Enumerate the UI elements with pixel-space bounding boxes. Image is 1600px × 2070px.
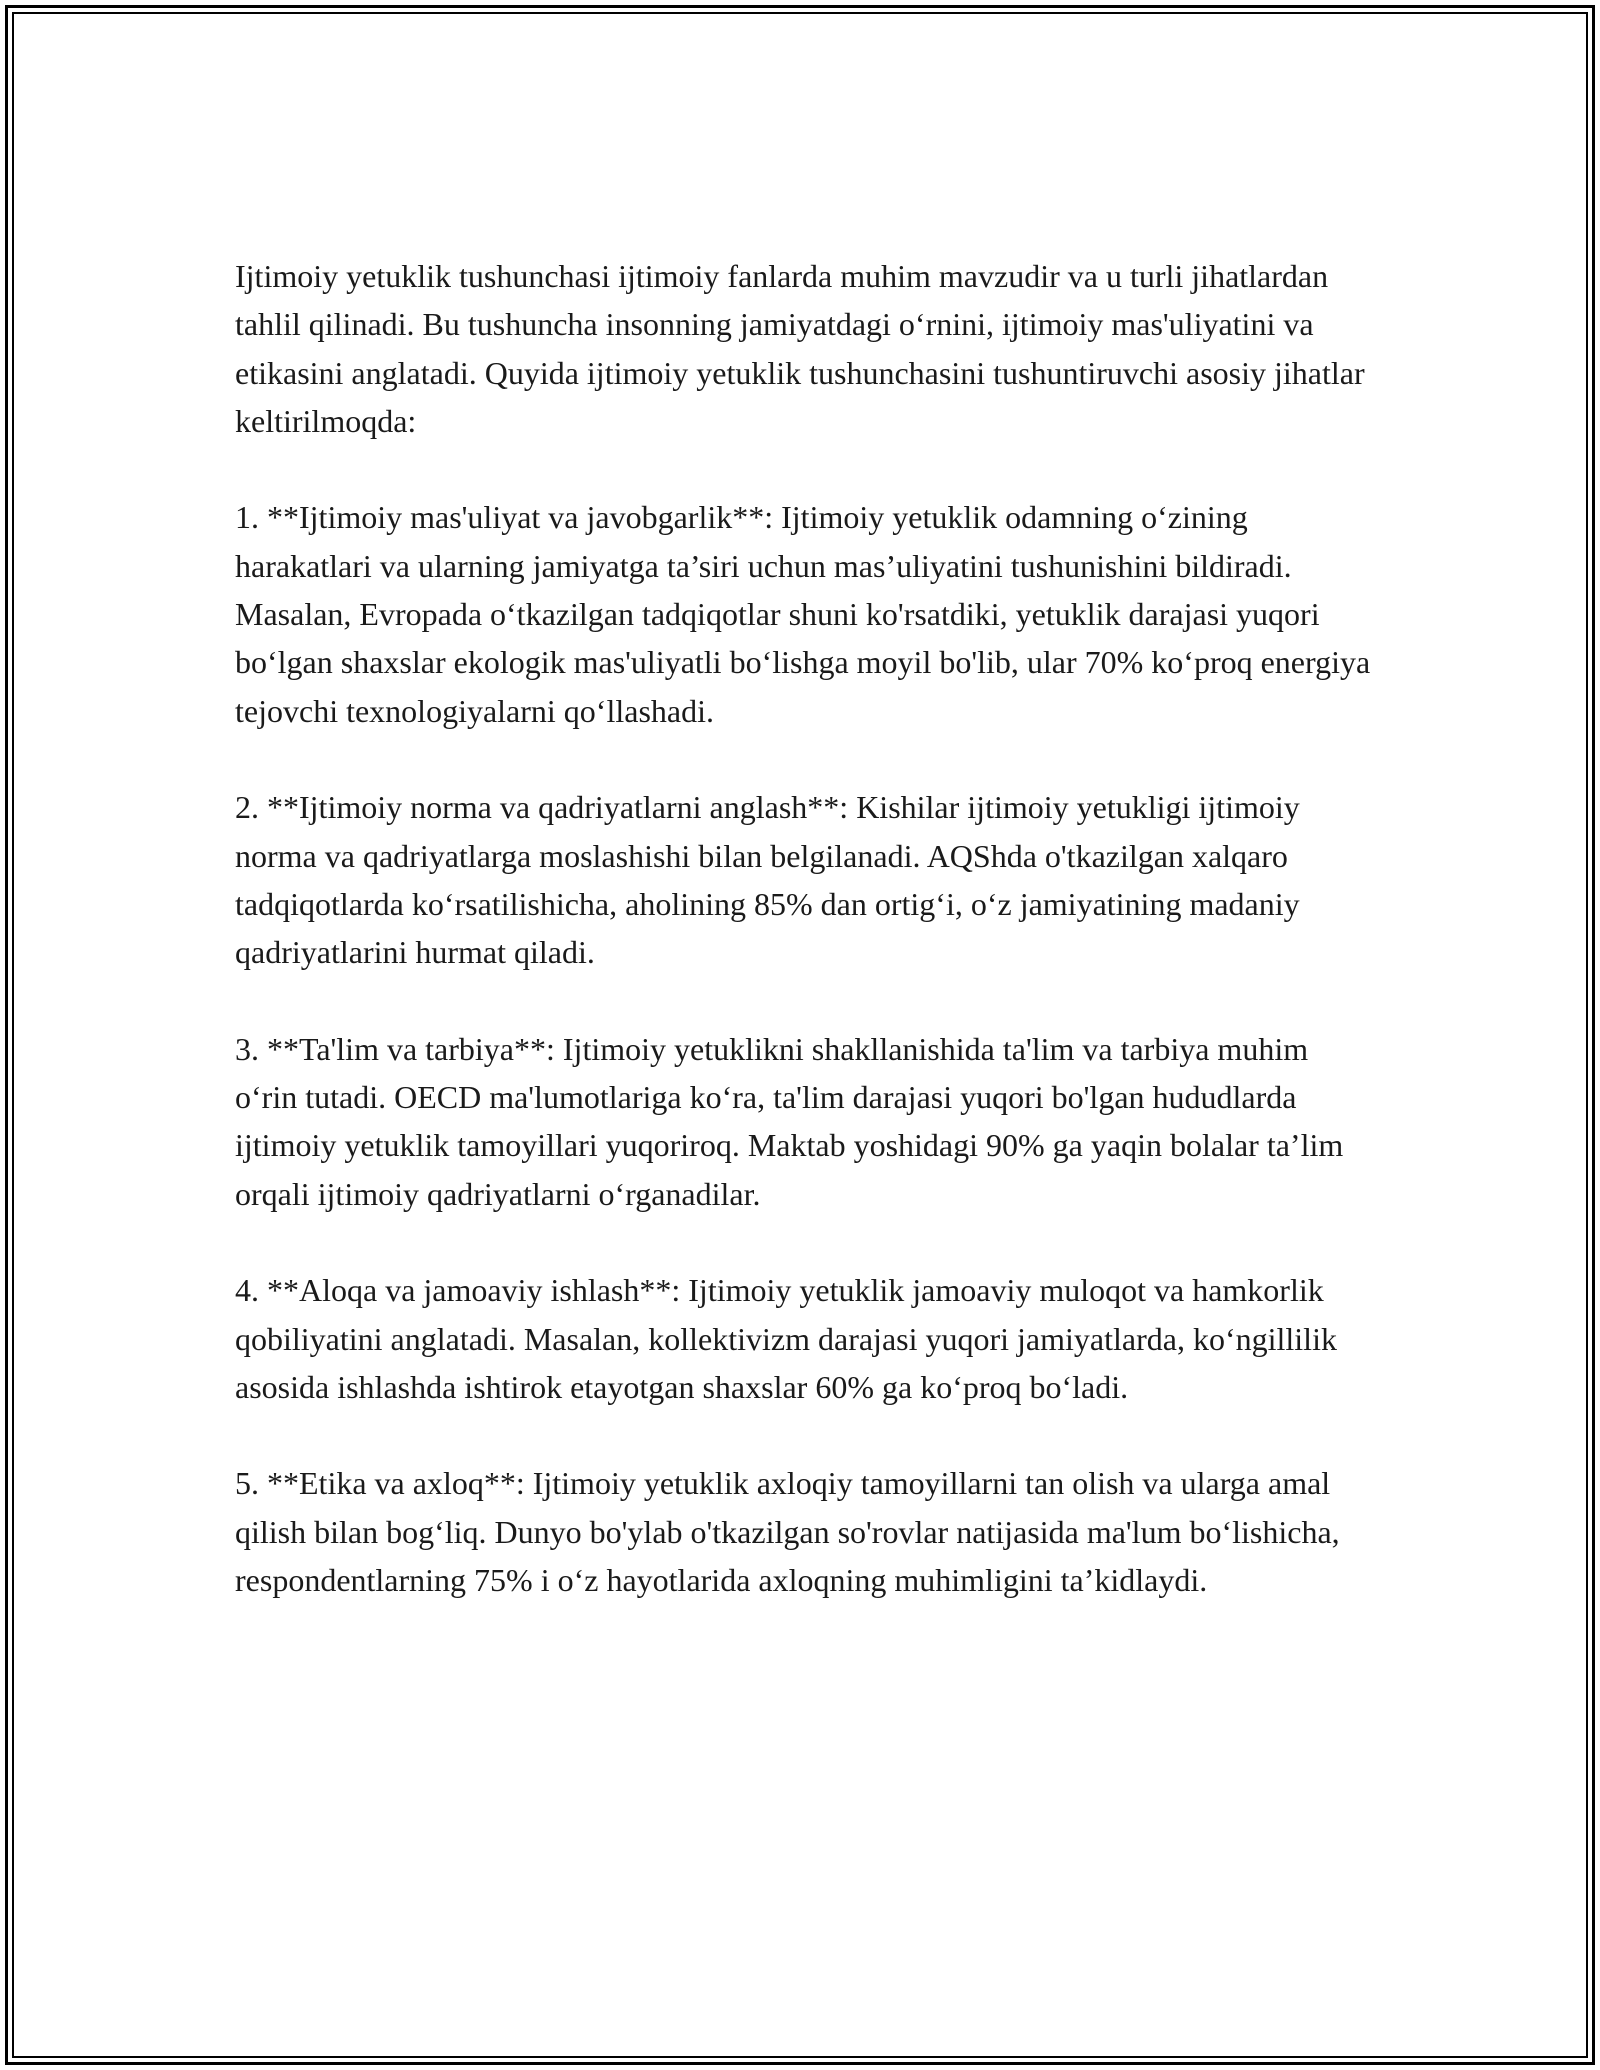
document-body [235,252,1375,1604]
intro-paragraph: Ijtimoiy yetuklik tushunchasi ijtimoiy fanlarda muhim mavzudir va u turli jihatlardan tahlil qilinadi. Bu tushuncha insonning jamiyatdagi o‘rnini, ijtimoiy mas'uliyatini va etikasini anglatadi. Quyida ijtimoiy yetuklik tushunchasini tushuntiruvchi asosiy jihatlar keltirilmoqda: [235,258,1365,439]
point-5-paragraph: 5. **Etika va axloq**: Ijtimoiy yetuklik axloqiy tamoyillarni tan olish va ularga amal qilish bilan bog‘liq. Dunyo bo'ylab o'tkazilgan so'rovlar natijasida ma'lum bo‘lishicha, respondentlarning 75% i o‘z hayotlarida axloqning muhimligini ta’kidlaydi. [235,1465,1340,1599]
point-4-paragraph: 4. **Aloqa va jamoaviy ishlash**: Ijtimoiy yetuklik jamoaviy muloqot va hamkorlik qobiliyatini anglatadi. Masalan, kollektivizm darajasi yuqori jamiyatlarda, ko‘ngillilik asosida ishlashda ishtirok etayotgan shaxslar 60% ga ko‘proq bo‘ladi. [235,1272,1337,1405]
point-2-paragraph: 2. **Ijtimoiy norma va qadriyatlarni anglash**: Kishilar ijtimoiy yetukligi ijtimoiy norma va qadriyatlarga moslashishi bilan belgilanadi. AQShda o'tkazilgan xalqaro tadqiqotlarda ko‘rsatilishicha, aholining 85% dan ortig‘i, o‘z jamiyatining madaniy qadriyatlarini hurmat qiladi. [235,789,1300,971]
point-1-paragraph: 1. **Ijtimoiy mas'uliyat va javobgarlik**: Ijtimoiy yetuklik odamning o‘zining harakatlari va ularning jamiyatga ta’siri uchun mas’uliyatini tushunishini bildiradi. Masalan, Evropada o‘tkazilgan tadqiqotlar shuni ko'rsatdiki, yetuklik darajasi yuqori bo‘lgan shaxslar ekologik mas'uliyatli bo‘lishga moyil bo'lib, ular 70% ko‘proq energiya tejovchi texnologiyalarni qo‘llashadi. [235,499,1371,729]
point-3-paragraph: 3. **Ta'lim va tarbiya**: Ijtimoiy yetuklikni shakllanishida ta'lim va tarbiya muhim o‘rin tutadi. OECD ma'lumotlariga ko‘ra, ta'lim darajasi yuqori bo'lgan hududlarda ijtimoiy yetuklik tamoyillari yuqoriroq. Maktab yoshidagi 90% ga yaqin bolalar ta’lim orqali ijtimoiy qadriyatlarni o‘rganadilar. [235,1030,1344,1212]
